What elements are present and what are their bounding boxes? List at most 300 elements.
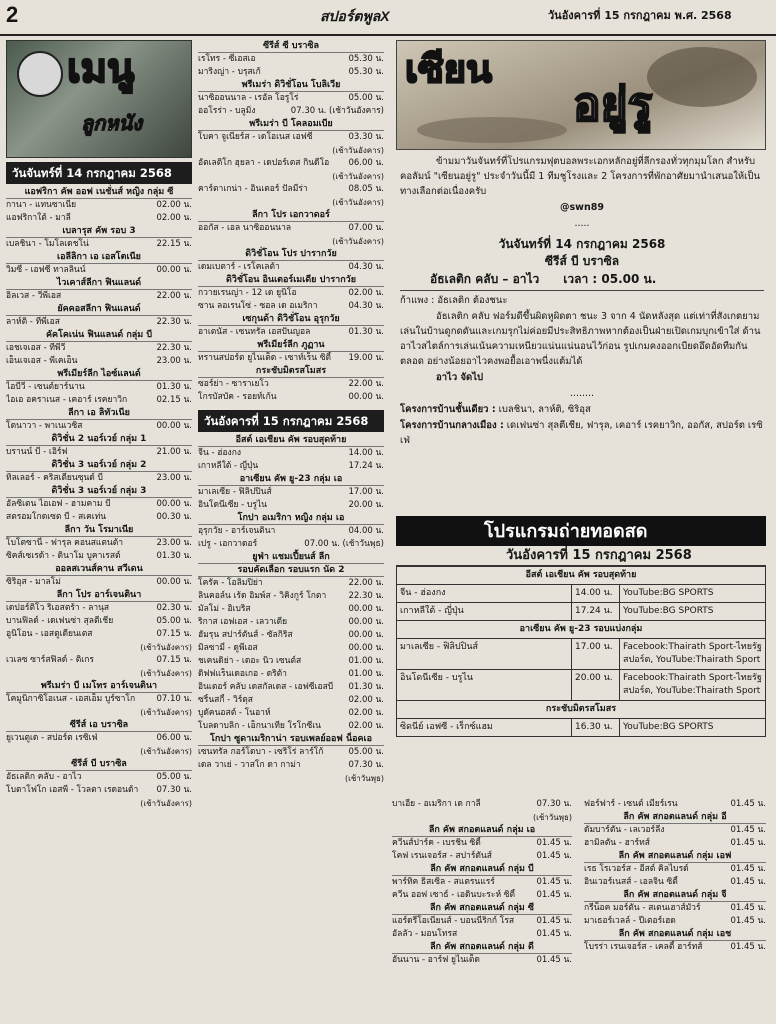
fixture-match: ไอบีวี - เซนต์ยาร์นาน [6,382,85,392]
fixture-note: (เช้าวันอังคาร) [332,146,384,155]
fixture-time: 01.45 น. [536,851,572,861]
league-heading: แอฟริกา คัพ ออฟ เนชั่นส์ หญิง กลุ่ม ซี [6,186,192,199]
fixture-time: 01.45 น. [536,890,572,900]
fixture-time: 07.30 น. (เช้าวันอังคาร) [290,106,384,116]
live-date: วันอังคารที่ 15 กรกฎาคม 2568 [396,546,766,566]
fixture-match: เรธ โรเวอร์ส - อีสต์ คิลไบรด์ [584,864,689,874]
coins-graphic [417,117,567,143]
separator-dots: ..... [574,218,590,229]
fixture-time: 05.00 น. [348,747,384,757]
fixture-match: ทรานสปอร์ต ยูไนเต็ด - เซาท์เร็น ซิตี้ [198,353,332,363]
fixture-row [392,798,572,811]
fixture-note: (เช้าวันอังคาร) [140,669,192,678]
fixture-time: 01.45 น. [536,929,572,939]
league-heading: พรีเมียร์ลีก ไอซ์แลนด์ [6,368,192,381]
fixture-match: บูดัคนอสต์ - โนอาห์ [198,708,271,718]
live-header: โปรแกรมถ่ายทอดสด [396,516,766,546]
fixture-row [6,264,192,277]
live-broadcast-section [396,516,766,737]
fixture-row [6,537,192,550]
fixture-note: (เช้าวันอังคาร) [140,799,192,808]
fixture-match: กวายเรนญ่า - 12 เด ยูนิโอ [198,288,297,298]
fixture-row [392,837,572,850]
fixture-match: ดิฟฟแร็นเดอเกอ - ดริต้า [198,669,287,679]
article [400,154,764,449]
fixture-match: บรานน์ บี - เอิร์ฟ [6,447,68,457]
league-heading: ลีกา เอ ลิทัวเนีย [6,407,192,420]
fixture-match: ฮามิลตัน - ฮาร์ทส์ [584,838,650,848]
fixture-note: (เช้าวันอังคาร) [140,708,192,717]
fixture-match: ฟอร์ฟาร์ - เซนต์ เมียร์เรน [584,799,678,809]
fixture-match: อิลเวส - วีพีเอส [6,291,62,301]
live-row [397,603,766,621]
fixture-row [198,655,384,668]
fixture-time: 02.00 น. [348,708,384,718]
fixture-row [6,420,192,433]
fixture-time: 01.45 น. [730,825,766,835]
page-number: 2 [6,2,19,27]
fixture-match: โกรบัสบัค - รอยท์เก้น [198,392,277,402]
fixture-match: โบลดาบลิก - เอ็กนาเทีย โรโกซีเน [198,721,321,731]
separator-dots: ........ [569,388,595,399]
fixture-row [198,378,384,391]
fixture-match: มิลซามี่ - ดูพีเอส [198,643,258,653]
fixture-row [198,668,384,681]
fixture-row [6,316,192,329]
fixture-row [198,759,384,772]
fixture-time: 07.00 น. (เช้าวันพุธ) [304,539,384,549]
fixture-match: ลาห์ติ - ทีพีเอส [6,317,60,327]
fixture-row [198,53,384,66]
article-intro: ข้ามมาวันจันทร์ที่โปรแกรมฟุตบอลพระเอกหลักอยู่ที่ลีกรองทั่วทุกมุมโลก สำหรับคอลัมน์ "เซียนอยู่รู" ประจำวันนี้มี 1 ทีมชูโรงและ 2 โครงการที่พักอาศัยมานำเสนอให้เป็นทางเลือกต่อเนื่องครับ [400,156,760,197]
fixture-match: ซิริอุส - มาลโม่ [6,577,61,587]
fixture-row [198,92,384,105]
fixture-time: 02.00 น. [348,288,384,298]
fixture-time: 00.00 น. [156,577,192,587]
fixture-note: (เช้าวันอังคาร) [332,237,384,246]
fixture-time: 00.00 น. [156,265,192,275]
article-series: ซีรีส์ บี บราซิล [544,254,620,268]
football-icon [17,51,63,97]
fixture-match: โบโตซานี่ - ฟารุล คอนสแตนต้า [6,538,124,548]
fixture-time: 01.00 น. [348,656,384,666]
live-time: 16.30 น. [572,719,620,737]
fixture-time: 05.30 น. [348,67,384,77]
fixture-match: เอ็นเจเอส - พีเคเอ็น [6,356,78,366]
league-heading: ลีก คัพ สกอตแลนด์ กลุ่ม อี [584,811,766,824]
fixture-time: 01.45 น. [536,955,572,965]
fixture-time: 00.00 น. [348,604,384,614]
fixture-row [6,550,192,563]
bottom-column-b [584,798,766,1020]
banner-word-1: เซียน [405,49,493,91]
fixture-row [198,391,384,404]
fixture-match: ควีน ออฟ เซาธ์ - เอดินบะระห์ ซิตี้ [392,890,516,900]
fixture-match: แอร์ดรีโอเนียนส์ - บอนนีริกก์ โรส [392,916,515,926]
fixture-match: โบคา จูเนียร์ส - เดโอเนส เอฟซี [198,132,313,142]
fixture-list [198,40,384,404]
fixture-row [198,707,384,720]
fixture-match: อัลซิเตน ไอเอฟ - ฮามคาม บี [6,499,111,509]
fixture-time: 19.00 น. [348,353,384,363]
fixture-match: ซริ้นสกี้ - วิร์ตุส [198,695,253,705]
fixture-time: 04.30 น. [348,262,384,272]
fixture-row [392,928,572,941]
league-heading: ซีรีส์ เอ บราซิล [6,719,192,732]
fixture-time: 20.00 น. [348,500,384,510]
fixture-match: ดัมบาร์ตัน - เลเวอร์ลีง [584,825,665,835]
fixture-match: มาเลเซีย - ฟิลิปปินส์ [198,487,272,497]
league-heading: ลีก คัพ สกอตแลนด์ กลุ่ม จี [584,889,766,902]
bottom-column-a [392,798,572,1020]
live-channel: Facebook:Thairath Sport-ไทยรัฐสปอร์ต, YouTube:Thairath Sport [620,670,766,701]
live-group-row [397,567,766,585]
fixture-row [198,222,384,235]
league-heading: ไวเคาส์ลีกา ฟินแลนด์ [6,277,192,290]
league-heading: ดิวิชั่โอน อินเตอร์เมเดีย ปารากวัย [198,274,384,287]
fixture-row [584,915,766,928]
fixture-row [198,183,384,196]
fixture-row [584,902,766,915]
fixture-match: ซอร์ย่า - ซาราเยโว [198,379,269,389]
fixture-match: อัตเลติโก ฮุยลา - เดปอร์เตส กินดีโอ [198,158,330,168]
live-group: อาเซียน คัพ ยู-23 รอบแบ่งกลุ่ม [397,621,766,639]
fixture-match: ยูเวนตูเด - สปอร์ต เรซิเฟ่ [6,733,98,743]
fixture-row [198,287,384,300]
fixture-time: 00.00 น. [348,392,384,402]
live-group: อีสต์ เอเชียน คัพ รอบสุดท้าย [397,567,766,585]
fixture-row [198,525,384,538]
live-time: 14.00 น. [572,585,620,603]
live-match: มาเลเซีย - ฟิลิปปินส์ [397,639,572,670]
league-heading: เซกุนด้า ดิวิชั่โอน อุรุกวัย [198,313,384,326]
fixture-match: โดนาวา - พาเนเวซิส [6,421,83,431]
league-heading: เอลีลิกา เอ เอสโตเนีย [6,251,192,264]
fixture-match: ชเคนดิย่า - เดอะ นิว เซนต์ส [198,656,302,666]
fixture-row [198,447,384,460]
league-heading: ลีก คัพ สกอตแลนด์ กลุ่ม เอ [392,824,572,837]
league-heading: ดิวิชั่น 3 นอร์เวย์ กลุ่ม 2 [6,459,192,472]
fixture-note: (เช้าวันพุธ) [532,813,572,822]
fixture-row [392,889,572,902]
fixture-match: ออโรร่า - บลูมิ่ง [198,106,256,116]
fixture-match: เบลชินา - โมโลเดชโน่ [6,239,89,249]
live-channel: YouTube:BG SPORTS [620,585,766,603]
fixture-row [198,326,384,339]
league-heading: ออลสเวนส์คาน สวีเดน [6,563,192,576]
fixture-row [198,538,384,551]
fixture-time: 07.15 น. [156,655,192,665]
fixture-time: 02.00 น. [348,721,384,731]
day-header: วันจันทร์ที่ 14 กรกฎาคม 2568 [6,162,192,184]
fixture-match: เดปอร์ติโว ริเอสตร้า - ลานุส [6,603,110,613]
league-heading: อาเซียน คัพ ยู-23 กลุ่ม เอ [198,473,384,486]
fixture-row [392,850,572,863]
fixture-note: (เช้าวันอังคาร) [332,198,384,207]
fixture-row [392,915,572,928]
fixture-note: (เช้าวันอังคาร) [332,172,384,181]
fixture-time: 23.00 น. [156,473,192,483]
fixture-time: 01.45 น. [536,877,572,887]
fixture-match: เดล วาเย่ - วาสโก ดา กาม่า [198,760,301,770]
fixture-match: เซนทรัล กอร์โดบา - เซริโร่ ลาร์โก้ [198,747,324,757]
fixture-row [198,352,384,365]
fixture-time: 07.30 น. [536,799,572,809]
fixture-match: อูนิโอน - เอสตูเดียนเตส [6,629,93,639]
fixture-row [198,460,384,473]
live-group-row [397,621,766,639]
fixture-time: 22.00 น. [348,379,384,389]
live-group-row [397,701,766,719]
fixture-row [198,629,384,642]
league-heading: เบลารุส คัพ รอบ 3 [6,225,192,238]
fixture-match: เดมเบตาร์ - เรโคเลต้า [198,262,280,272]
fixture-time: 23.00 น. [156,538,192,548]
fixture-match: อัธเลติก คลับ - อาไว [6,772,82,782]
fixture-row [198,300,384,313]
fixture-time: 01.45 น. [730,877,766,887]
fixture-match: ซิคส์เซเรด้า - ดินาโม บูคาเรสต์ [6,551,121,561]
fixture-match: โบรร่า เรนเจอร์ส - เคลตี้ ฮาร์ทส์ [584,942,703,952]
fixture-row [6,394,192,407]
fixture-match: อินเตอร์ คลับ เดสกัลเดส - เอฟซีเอสบี [198,682,334,692]
league-heading: ลีกา วัน โรมาเนีย [6,524,192,537]
fixture-time: 22.30 น. [156,317,192,327]
fixture-match: ทิลเลอร์ - คริสเตียนซุนด์ บี [6,473,103,483]
fixture-time: 21.00 น. [156,447,192,457]
league-heading: พรีเมร่า ดิวิชั่โอน โบลิเวีย [198,79,384,92]
live-table [396,566,766,737]
fixture-time: 01.45 น. [536,916,572,926]
league-heading: ดิวิชั่น 2 นอร์เวย์ กลุ่ม 1 [6,433,192,446]
fixture-match: บาเอีย - อเมริกา เด กาลี [392,799,481,809]
league-heading: ซีรีส์ ซี บราซิล [198,40,384,53]
fixture-row [198,720,384,733]
fixture-time: 01.00 น. [348,669,384,679]
fixture-time: 08.05 น. [348,184,384,194]
fixture-time: 05.00 น. [156,772,192,782]
fixture-row [198,681,384,694]
fixture-match: ฮัมรุน สปาร์ตันส์ - ซัลกิริส [198,630,293,640]
fixture-row [6,784,192,797]
fixture-match: ควีนส์ปาร์ค - เบรชิน ซิตี้ [392,838,481,848]
live-group: กระชับมิตรสโมสร [397,701,766,719]
fixture-row [6,290,192,303]
fixture-match: จีน - ฮ่องกง [198,448,242,458]
league-heading: ซีรีส์ บี บราซิล [6,758,192,771]
fixture-time: 00.00 น. [348,630,384,640]
fixture-row [6,212,192,225]
fixture-row [584,876,766,889]
live-channel: Facebook:Thairath Sport-ไทยรัฐสปอร์ต, YouTube:Thairath Sport [620,639,766,670]
league-heading: ดิวิชั่น 3 นอร์เวย์ กลุ่ม 3 [6,485,192,498]
league-heading: ยัคคอสลีกา ฟินแลนด์ [6,303,192,316]
league-heading: พรีเมร่า บี เมโทร อาร์เจนตินา [6,680,192,693]
fixture-match: เอชเจเอส - ทีพีวี [6,343,66,353]
fixture-row [6,628,192,641]
fixture-row [198,131,384,144]
fixture-time: 22.30 น. [156,343,192,353]
fixture-row [584,837,766,850]
column-2 [198,40,384,1020]
fixture-match: อุรุกวัย - อาร์เจนตินา [198,526,276,536]
fixture-match: ไอเอ อคราเนส - เคอาร์ เรคยาวิก [6,395,128,405]
fixture-match: นาซิออนนาล - เรอัล โอรูโร่ [198,93,299,103]
fixture-row [6,472,192,485]
live-time: 20.00 น. [572,670,620,701]
article-pick: ก้าแพง : อัธเลติก ต้องชนะ [400,295,508,306]
fixture-match: อัลลัว - มอนโทรส [392,929,458,939]
league-heading: ลีก คัพ สกอตแลนด์ กลุ่ม บี [392,863,572,876]
fixture-match: โคฟ เรนเจอร์ส - สปาร์ตันส์ [392,851,492,861]
fixture-match: พาร์ทิค ธิสเซิ่ล - สแตรนแรร์ [392,877,495,887]
fixture-row [6,498,192,511]
fixture-time: 22.00 น. [156,291,192,301]
fixture-row [6,615,192,628]
fixture-match: บานฟิลด์ - เดเฟนซ่า สุลตีเชีย [6,616,114,626]
article-match: อัธเลติก คลับ – อาไว เวลา : 05.00 น. [430,272,657,286]
header-date: วันอังคารที่ 15 กรกฎาคม พ.ศ. 2568 [548,9,732,22]
fixture-row [584,941,766,954]
fixture-time: 07.10 น. [156,694,192,704]
fixture-match: อินเวอร์เนสส์ - เอลจิน ซิตี้ [584,877,678,887]
live-row [397,719,766,737]
column-1 [6,40,192,1024]
fixture-match: เกาหลีใต้ - ญี่ปุ่น [198,461,259,471]
article-analysis: อัธเลติก คลับ ฟอร์มดีขึ้นผิดหูผิดตา ชนะ 3 จาก 4 นัดหลังสุด แต่เท่าที่สังเกตยามเล่นในบ้านดูกดดันและเกมรุกไม่ค่อยมีประสิทธิภาพหากต้องเป็นฝ่ายเปิดเกมบุกเข้าใส่ ด้านอาไวสไตล์การเล่นเน้นความเหนียวแน่นแน่นอนไว้ก่อน รูปเกมคงออกเบียดอึดอัดทีมกันตลอด อย่างน้อยอาไวคงพอยื้อเอาพนี่งแต้มได้ [400,311,761,367]
fixture-row [198,486,384,499]
fixture-time: 01.45 น. [730,942,766,952]
fixture-time: 14.00 น. [348,448,384,458]
column-banner [396,40,766,150]
fixture-time: 17.00 น. [348,487,384,497]
fixture-time: 07.30 น. [156,785,192,795]
live-channel: YouTube:BG SPORTS [620,603,766,621]
fixture-time: 01.30 น. [156,551,192,561]
league-heading: ดิวิชั่โอน โปร ปารากวัย [198,248,384,261]
project-2: โครงการบ้านกลางเมือง : เดเฟนซ่า สุลตีเชีย, ฟารุล, เคอาร์ เรคยาวิก, ออกัส, สปอร์ต เรซิเฟ่ [400,420,763,446]
fixture-row [392,876,572,889]
live-match: อินโดนีเซีย - บรูไน [397,670,572,701]
league-heading: โกปา อเมริกา หญิง กลุ่ม เอ [198,512,384,525]
league-heading: โกปา ซูดาเมริกาน่า รอบเพลย์ออฟ น็อคเอ [198,733,384,746]
fixture-match: กรีน็อค มอร์ตัน - สเตนเฮาส์มัวร์ [584,903,701,913]
live-match: จีน - ฮ่องกง [397,585,572,603]
fixture-match: ออกัส - เอล นาซิออนนาล [198,223,292,233]
fixture-match: คาร์ตาเกน่า - อินเตอร์ ปัลมีร่า [198,184,308,194]
fixture-time: 00.00 น. [348,643,384,653]
fixture-time: 01.45 น. [730,838,766,848]
fixture-time: 17.24 น. [348,461,384,471]
fixture-match: โคมูนิกาซิโอเนส - เอสเอ็ม บูร์ซาโก [6,694,136,704]
fixture-row [584,798,766,811]
fixture-row [198,590,384,603]
article-date: วันจันทร์ที่ 14 กรกฎาคม 2568 [498,237,666,251]
fixture-row [198,261,384,274]
live-time: 17.00 น. [572,639,620,670]
article-tip: อาไว จัดไป [436,372,484,383]
fixture-time: 22.30 น. [348,591,384,601]
fixture-time: 01.45 น. [536,838,572,848]
fixture-match: อาเตนัส - เซนทรัล เอสปันญอล [198,327,311,337]
league-heading: ลีก คัพ สกอตแลนด์ กลุ่ม เอฟ [584,850,766,863]
fixture-match: มัลโม่ - อิเบริส [198,604,251,614]
fixture-time: 06.00 น. [156,733,192,743]
page-header [0,0,776,36]
fixture-time: 02.00 น. [348,695,384,705]
fixture-row [584,824,766,837]
league-heading: ลีก คัพ สกอตแลนด์ กลุ่ม เอช [584,928,766,941]
fixture-row [198,499,384,512]
fixture-time: 01.30 น. [156,382,192,392]
fixture-row [6,446,192,459]
fixture-list [198,434,384,785]
league-heading: ลีก คัพ สกอตแลนด์ กลุ่ม ซี [392,902,572,915]
fixture-time: 00.30 น. [156,512,192,522]
author-handle: @swn89 [560,202,604,213]
league-heading: พรีเมียร์ลีก ภูฏาน [198,339,384,352]
fixture-time: 02.30 น. [156,603,192,613]
live-time: 17.24 น. [572,603,620,621]
fixture-match: วิมซี่ - เอฟซี ทาลลินน์ [6,265,86,275]
fixture-time: 22.15 น. [156,239,192,249]
fixture-time: 06.00 น. [348,158,384,168]
league-heading: ยูฟ่า แชมเปี้ยนส์ ลีก [198,551,384,564]
league-heading: ลีกา โปร เอกวาดอร์ [198,209,384,222]
fixture-time: 23.00 น. [156,356,192,366]
live-match: เกาหลีใต้ - ญี่ปุ่น [397,603,572,621]
fixture-time: 02.00 น. [156,213,192,223]
fixture-time: 04.00 น. [348,526,384,536]
fixture-row [6,602,192,615]
day-header: วันอังคารที่ 15 กรกฎาคม 2568 [198,410,384,432]
fixture-match: โครัค - โอลิมปิย่า [198,578,263,588]
fixture-match: เรโทร - ซีเอสเอ [198,54,256,64]
fixture-row [6,771,192,784]
fixture-time: 22.00 น. [348,578,384,588]
fixture-match: เปรู - เอกวาดอร์ [198,539,258,549]
fixture-match: โบตาโฟโก เอสพี - โวลตา เรดอนด้า [6,785,139,795]
fixture-row [198,577,384,590]
fixture-time: 01.45 น. [730,864,766,874]
fixture-match: ริกาส เอฟเอส - เลวาเดีย [198,617,288,627]
league-heading: อีสต์ เอเชียน คัพ รอบสุดท้าย [198,434,384,447]
fixture-row [198,616,384,629]
fixture-row [6,238,192,251]
logo-title: เมนู [67,47,135,91]
fixture-note: (เช้าวันอังคาร) [140,643,192,652]
fixture-time: 02.15 น. [156,395,192,405]
fixture-row [6,732,192,745]
fixture-time: 02.00 น. [156,200,192,210]
fixture-row [6,693,192,706]
league-heading: ลีกา โปร อาร์เจนตินา [6,589,192,602]
fixture-time: 05.30 น. [348,54,384,64]
fixture-row [198,694,384,707]
fixture-match: เวเลซ ซาร์สฟิลด์ - ติเกร [6,655,94,665]
league-heading: รอบคัดเลือก รอบแรก นัด 2 [198,564,384,577]
fixture-time: 05.00 น. [348,93,384,103]
logo-subtitle: ลูกหนัง [81,111,142,135]
fixture-time: 01.30 น. [348,682,384,692]
fixture-time: 01.45 น. [730,916,766,926]
banner-word-2: อยู่รู [573,78,653,130]
fixture-time: 07.00 น. [348,223,384,233]
fixture-row [198,105,384,118]
fixture-row [6,342,192,355]
fixture-match: แอฟริกาใต้ - มาลี [6,213,71,223]
fixture-time: 05.00 น. [156,616,192,626]
